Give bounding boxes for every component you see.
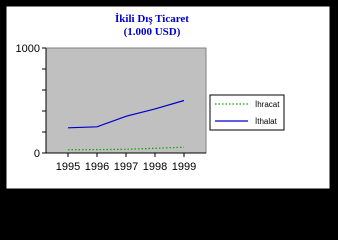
y-tick-label: 0: [33, 148, 40, 160]
x-tick-label: 1998: [142, 161, 168, 173]
x-tick-label: 1996: [84, 161, 110, 173]
x-tick-label: 1999: [171, 161, 197, 173]
legend: [210, 95, 284, 130]
x-tick-label: 1997: [113, 161, 139, 173]
chart-title: İkili Dış Ticaret: [115, 13, 189, 25]
legend-label-ithalat: İthalat: [255, 117, 277, 126]
y-tick-label: 1000: [15, 43, 40, 55]
x-tick-label: 1995: [55, 161, 81, 173]
legend-label-ihracat: İhracat: [255, 100, 280, 109]
chart-subtitle: (1.000 USD): [123, 26, 181, 38]
